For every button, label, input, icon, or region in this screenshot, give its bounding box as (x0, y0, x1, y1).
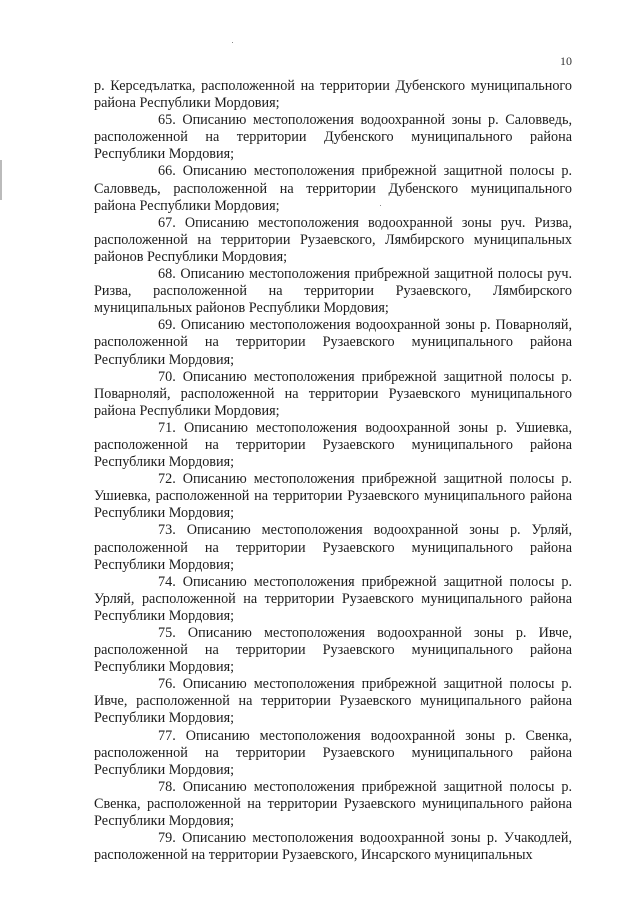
list-item (94, 215, 572, 266)
list-item (94, 676, 572, 727)
list-item (94, 471, 572, 522)
list-item (94, 522, 572, 573)
list-item (94, 779, 572, 830)
item-text: Описанию местоположения прибрежной защитной полосы р. Ивче, расположенной на территории Рузаевского муниципального района Республики Мордовия; (94, 676, 573, 727)
item-number: 70. (158, 368, 176, 385)
item-number: 76. (158, 676, 176, 693)
list-item (94, 163, 572, 214)
item-number: 72. (158, 471, 176, 488)
item-number: 69. (158, 317, 176, 334)
item-text: Описанию местоположения водоохранной зоны р. Свенка, расположенной на территории Рузаевского муниципального района Республики Мордовия; (94, 727, 573, 778)
item-number: 68. (158, 266, 176, 283)
item-number: 74. (158, 573, 176, 590)
list-item (94, 625, 572, 676)
item-number: 65. (158, 112, 176, 129)
item-text: Описанию местоположения прибрежной защитной полосы р. Ушиевка, расположенной на территории Рузаевского муниципального района Республики Мордовия; (94, 471, 573, 522)
item-text: Описанию местоположения водоохранной зоны р. Ивче, расположенной на территории Рузаевского муниципального района Республики Мордовия; (94, 625, 572, 676)
item-text: Описанию местоположения водоохранной зоны руч. Ризва, расположенной на территории Рузаевского, Лямбирского муниципальных районов Республики Мордовия; (94, 214, 572, 265)
item-text: Описанию местоположения водоохранной зоны р. Урляй, расположенной на территории Рузаевского муниципального района Республики Мордовия; (94, 522, 573, 573)
page-number: 10 (560, 54, 572, 68)
list-item (94, 420, 572, 471)
numbered-list (94, 112, 572, 864)
item-text: Описанию местоположения водоохранной зоны р. Учакодлей, расположенной на территории Рузаевского, Инсарского муниципальных (94, 830, 572, 864)
item-number: 73. (158, 522, 176, 539)
list-item (94, 112, 572, 163)
list-item (94, 317, 572, 368)
item-text: Описанию местоположения прибрежной защитной полосы р. Урляй, расположенной на территории Рузаевского муниципального района Республики Мордовия; (94, 573, 573, 624)
item-text: Описанию местоположения прибрежной защитной полосы руч. Ризва, расположенной на территории Рузаевского, Лямбирского муниципальных районов Республики Мордовия; (94, 266, 572, 317)
item-number: 77. (158, 727, 176, 744)
item-text: Описанию местоположения прибрежной защитной полосы р. Свенка, расположенной на территории Рузаевского муниципального района Республики Мордовия; (94, 778, 573, 830)
scan-edge-mark (0, 160, 2, 200)
document-body (94, 78, 572, 864)
item-text: Описанию местоположения водоохранной зоны р. Саловведь, расположенной на территории Дубенского муниципального района Республики Мордовия; (94, 112, 572, 163)
item-text: Описанию местоположения прибрежной защитной полосы р. Поварноляй, расположенной на территории Рузаевского муниципального района Республики Мордовия; (94, 368, 573, 419)
list-item (94, 266, 572, 317)
item-text: Описанию местоположения прибрежной защитной полосы р. Саловведь, расположенной на территории Дубенского муниципального района Республики Мордовия; (94, 163, 573, 214)
scan-speck (232, 42, 233, 43)
item-number: 75. (158, 625, 176, 641)
item-text: Описанию местоположения водоохранной зоны р. Поварноляй, расположенной на территории Рузаевского муниципального района Республики Мордовия; (94, 317, 572, 368)
list-item (94, 574, 572, 625)
item-text: Описанию местоположения водоохранной зоны р. Ушиевка, расположенной на территории Рузаевского муниципального района Республики Мордовия; (94, 419, 572, 471)
item-number: 79. (158, 830, 176, 847)
list-item (94, 830, 572, 864)
list-item (94, 369, 572, 420)
item-number: 67. (158, 214, 176, 231)
list-item (94, 728, 572, 779)
item-number: 66. (158, 163, 176, 180)
item-number: 71. (158, 419, 176, 436)
intro-paragraph: р. Керседълатка, расположенной на территории Дубенского муниципального района Республики Мордовия; (94, 78, 572, 112)
item-number: 78. (158, 778, 176, 795)
